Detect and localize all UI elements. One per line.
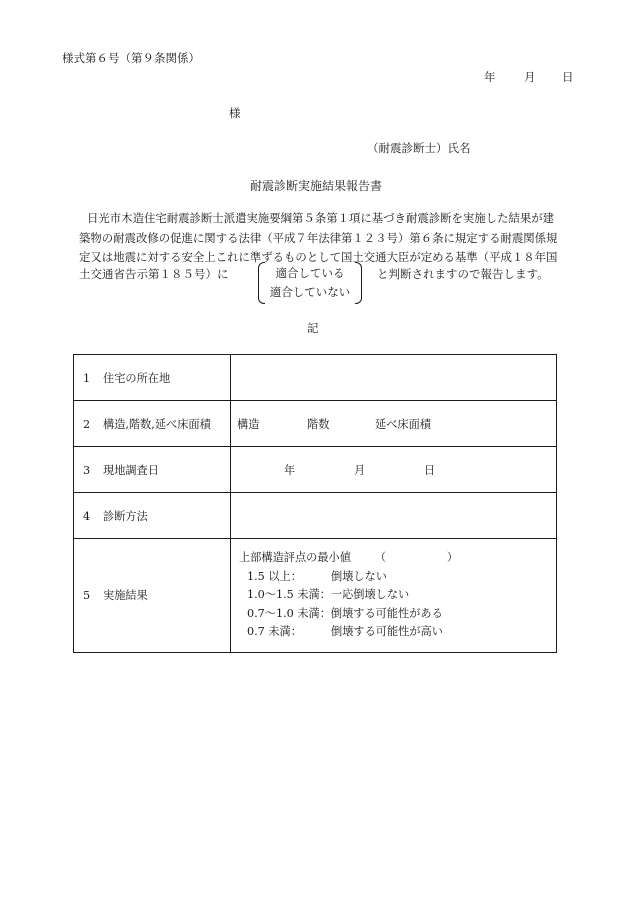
body-text [79,209,579,268]
row-label-text: 構造,階数,延べ床面積 [103,417,211,431]
body-line-4-right: と判断されますので報告します。 [377,267,549,281]
result-item: 0.7〜1.0 未満：倒壊する可能性がある [247,606,443,620]
row-label-text: 住宅の所在地 [103,371,171,385]
table-row [74,447,557,493]
survey-day: 日 [424,463,436,477]
body-line-1: 日光市木造住宅耐震診断士派遣実施要綱第５条第１項に基づき耐震診断を実施した結果が建 [87,211,555,225]
structure-cell[interactable] [231,401,557,447]
report-date [484,69,574,85]
address-cell[interactable] [231,355,557,401]
row-number: 1 [83,371,91,385]
row-label-text: 現地調査日 [103,463,159,477]
option-not-conforming[interactable]: 適合していない [269,285,351,299]
report-table [73,354,557,653]
result-cell[interactable] [231,539,557,653]
row-number: 3 [83,463,91,477]
date-year: 年 [484,70,496,84]
row-number: 5 [83,589,91,603]
addressee: 様 [229,106,241,120]
option-conforming[interactable]: 適合している [275,266,345,280]
paren-close: ） [446,551,459,564]
row-number: 2 [83,417,91,431]
row-label [74,539,231,653]
floor-area-label: 延べ床面積 [375,417,431,431]
row-label [74,355,231,401]
survey-month: 月 [354,463,366,477]
table-row [74,539,557,653]
date-month: 月 [524,70,536,84]
row-label-text: 診断方法 [103,509,148,523]
date-day: 日 [562,70,574,84]
method-cell[interactable] [231,493,557,539]
table-row [74,355,557,401]
body-line-2: 築物の耐震改修の促進に関する法律（平成７年法律第１２３号）第６条に規定する耐震関係規 [79,230,558,245]
table-row [74,493,557,539]
row-label [74,401,231,447]
form-number: 様式第６号（第９条関係） [62,51,200,65]
survey-date-cell[interactable] [231,447,557,493]
row-label [74,447,231,493]
structure-label: 構造 [237,417,260,431]
body-line-3: 定又は地震に対する安全上これに準ずるものとして国土交通大臣が定める基準（平成１８年国 [79,250,558,264]
row-number: 4 [83,509,91,523]
row-label-text: 実施結果 [103,589,148,603]
result-item: 0.7 未満： 倒壊する可能性が高い [247,625,443,638]
document-title: 耐震診断実施結果報告書 [250,179,383,193]
sender-name: （耐震診断士）氏名 [367,141,471,155]
result-item: 1.0〜1.5 未満：一応倒壊しない [247,588,410,601]
score-heading: 上部構造評点の最小値 （ ） [239,549,556,568]
paren-open: （ [374,551,387,564]
ki-marker: 記 [307,321,319,335]
row-label [74,493,231,539]
table-row [74,401,557,447]
floors-label: 階数 [307,417,330,431]
conformity-choice[interactable] [258,262,362,302]
body-line-4-left: 土交通省告示第１８５号）に [79,267,229,281]
survey-year: 年 [284,463,296,477]
result-item: 1.5 以上： 倒壊しない [247,569,387,583]
